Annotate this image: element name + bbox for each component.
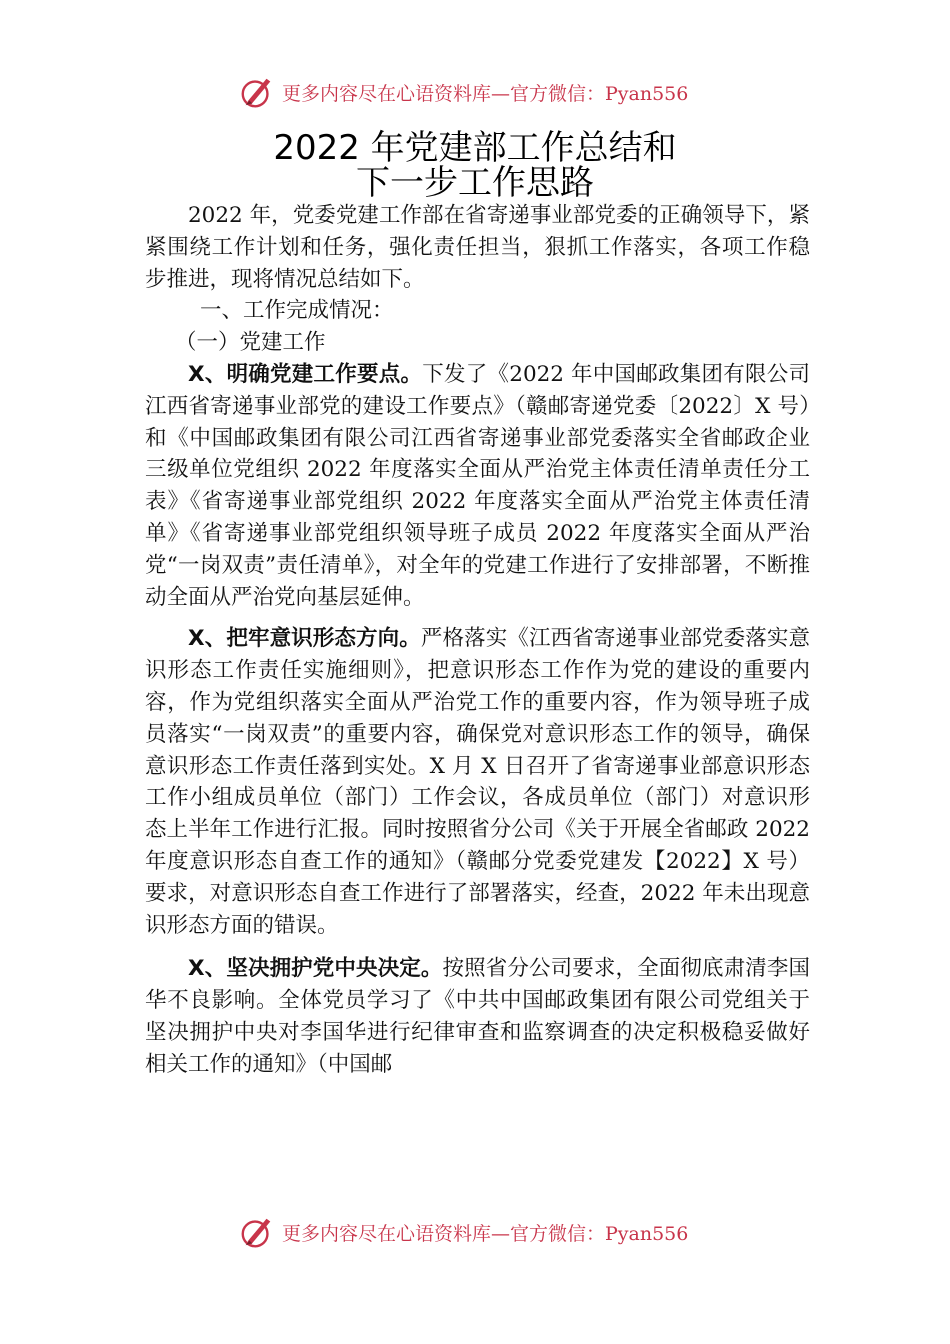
item-body: 按照省分公司要求，全面彻底肃清李国华不良影响。全体党员学习了《中共中国邮政集团有限公司党组关于坚决拥护中央对李国华进行纪律审查和监察调查的决定积极稳妥做好相关工作的通知》（中国邮 bbox=[145, 956, 810, 1077]
intro-paragraph: 2022 年，党委党建工作部在省寄递事业部党委的正确领导下，紧紧围绕工作计划和任务，强化责任担当，狠抓工作落实，各项工作稳步推进，现将情况总结如下。 bbox=[145, 203, 810, 292]
header-watermark-text: 更多内容尽在心语资料库—官方微信：Pyan556 bbox=[282, 82, 689, 105]
item-lead: X、把牢意识形态方向。 bbox=[188, 626, 421, 652]
item-paragraph bbox=[145, 623, 810, 941]
pen-logo-icon bbox=[238, 1213, 276, 1251]
subsection-heading: （一）党建工作 bbox=[175, 330, 326, 356]
item-body: 严格落实《江西省寄递事业部党委落实意识形态工作责任实施细则》，把意识形态工作作为党的建设的重要内容，作为党组织落实全面从严治党工作的重要内容，作为领导班子成员落实“一岗双责”的重要内容，确保党对意识形态工作的领导，确保意识形态工作责任落到实处。X 月 X 日召开了省寄递事业部意识形态工作小组成员单位（部门）工作会议，各成员单位（部门）对意识形态上半年工作进行汇报。同时按照省分公司《关于开展全省邮政 2022 年度意识形态自查工作的通知》（赣邮分党委党建发【2022】X 号）要求，对意识形态自查工作进行了部署落实，经查，2022 年未出现意识形态方面的错误。 bbox=[145, 626, 810, 938]
item-paragraph bbox=[145, 953, 810, 1080]
footer-watermark bbox=[238, 1212, 738, 1252]
section-heading: 一、工作完成情况： bbox=[200, 298, 394, 324]
document-title-line2: 下一步工作思路 bbox=[356, 163, 594, 203]
footer-watermark-text: 更多内容尽在心语资料库—官方微信：Pyan556 bbox=[282, 1222, 689, 1245]
item-lead: X、坚决拥护党中央决定。 bbox=[188, 956, 443, 982]
item-paragraph bbox=[145, 359, 810, 613]
pen-logo-icon bbox=[238, 73, 276, 111]
document-body bbox=[145, 200, 810, 1081]
item-body: 下发了《2022 年中国邮政集团有限公司江西省寄递事业部党的建设工作要点》（赣邮寄递党委〔2022〕X 号）和《中国邮政集团有限公司江西省寄递事业部党委落实全省邮政企业三级单位党组织 2022 年度落实全面从严治党主体责任清单责任分工表》《省寄递事业部党组织 2022 年度落实全面从严治党主体责任清单》《省寄递事业部党组织领导班子成员 2022 年度落实全面从严治党“一岗双责”责任清单》，对全年的党建工作进行了安排部署，不断推动全面从严治党向基层延伸。 bbox=[145, 361, 811, 610]
header-watermark bbox=[238, 72, 738, 112]
document-title-line1: 2022 年党建部工作总结和 bbox=[273, 128, 677, 168]
item-lead: X、明确党建工作要点。 bbox=[188, 361, 423, 387]
